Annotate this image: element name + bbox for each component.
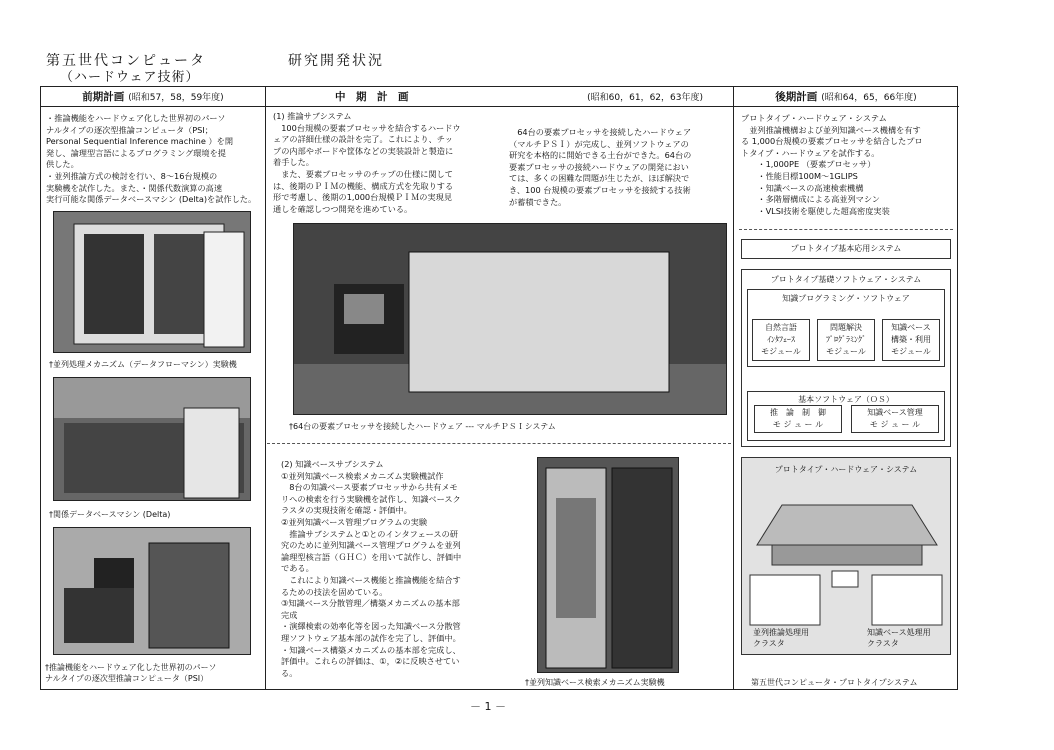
header-late-years: (昭和64，65，66年度) <box>821 93 917 103</box>
column-divider <box>265 87 266 689</box>
content-frame <box>40 86 958 690</box>
header-late-label: 後期計画 <box>775 91 818 103</box>
dataflow-machine-image <box>54 212 251 353</box>
caption-psi: †推論機能をハードウェア化した世界初のパーソ ナルタイプの逐次型推論コンピュータ（PSI） <box>45 663 217 683</box>
photo-multi-psi <box>293 223 727 415</box>
diagram-os-label: 基本ソフトウェア（ＯＳ） <box>798 395 894 404</box>
header-late <box>733 87 959 107</box>
diagram-module-problem: 問題解決 ﾌﾟﾛｸﾞﾗﾐﾝｸﾞ モジュール <box>817 319 875 361</box>
diagram-hw-box <box>741 457 951 655</box>
diagram-border <box>739 229 953 230</box>
kb-machine-image <box>538 458 679 673</box>
photo-psi <box>53 527 251 655</box>
photo-delta-machine <box>53 377 251 501</box>
photo-dataflow-machine <box>53 211 251 353</box>
middle-sec2-text: (2) 知識ベースサブシステム ①並列知識ベース検索メカニズム実験機試作 8台の知識ベース要素プロセッサから共有メモ リへの検索を行う実験機を試作し、知識ベースク ラスタの実現技術を確認・評価中。 ②並列知識ベース管理プログラムの実験 推論サブシステムと①とのインタフェースの研 究のために並列知識ベース管理プログラムを並列 論理型核言語（ＧＨＣ）を用いて試作し、評価中 である。 これにより知識ベース機能と推論機能を結合す るための技法を固めている。 ③知識ベース分散管理／構築メカニズムの基本部 完成 ・演繹検索の効率化等を図った知識ベース分散管 理ソフトウェア基本部の試作を完了し、評価中。 ・知識ベース構築メカニズムの基本部を完成し、 評価中。これらの評価は、①，②に反映させてい る。 <box>281 459 462 678</box>
diagram-cluster-inference: 並列推論処理用 クラスタ <box>753 628 809 648</box>
diagram-os-inference: 推 論 制 御 モ ジ ュ ー ル <box>754 405 842 433</box>
multi-psi-image <box>294 224 727 415</box>
diagram-hw-label: プロトタイプ・ハードウェア・システム <box>774 465 918 474</box>
photo-kb-machine <box>537 457 679 673</box>
diagram-module-nlp: 自然言語 ｲﾝﾀﾌｪｰｽ モジュール <box>752 319 810 361</box>
header-middle <box>265 87 733 107</box>
hw-cluster-illustration <box>742 475 950 645</box>
header-early-label: 前期計画 <box>82 91 125 103</box>
diagram-kp-sw-label: 知識プログラミング・ソフトウェア <box>782 294 910 303</box>
late-body-text: プロトタイプ・ハードウェア・システム 並列推論機構および並列知識ベース機構を有す る 1,000台規模の要素プロセッサを結合したプロ トタイプ・ハードウェアを試作する。 ・1,000PE （要素プロセッサ） ・性能目標100M～1GLIPS ・知識ベースの高速検索機構 ・多階層構成による高並列マシン ・VLSI技術を駆使した超高密度実装 <box>741 113 923 216</box>
middle-sec1-left: (1) 推論サブシステム 100台規模の要素プロセッサを結合するハードウ ェアの詳細仕様の設計を完了。これにより、チッ プの内部やボードや筐体などの実装設計と製造に 着手した。 また、要素プロセッサのチップの仕様に関して は、後期のＰＩＭの機能、構成方式を先取りする 形で考慮し、後期の1,000台規模ＰＩＭの実現見 通しを確認しつつ開発を進めている。 <box>273 111 461 214</box>
page-title-hardware: （ハードウェア技術） <box>60 70 200 85</box>
caption-delta: †関係データベースマシン (Delta) <box>49 510 171 519</box>
early-body-text: ・推論機能をハードウェア化した世界初のパーソ ナルタイプの逐次型推論コンピュータ（PSI； Personal Sequential Inference machine ）を開 発し、論理型言語によるプログラミング環境を提 供した。 ・並列推論方式の検討を行い、8～16台規模の 実験機を試作した。また、・関係代数演算の高速 実行可能な関係データベースマシン (Delta)を試作した。 <box>46 113 257 205</box>
caption-prototype-system: 第五世代コンピュータ・プロトタイプシステム <box>751 678 918 687</box>
caption-multi-psi: †64台の要素プロセッサを接続したハードウェア --- マルチＰＳＩシステム <box>289 422 556 431</box>
caption-kb-machine: †並列知識ベース検索メカニズム実験機 <box>525 678 665 687</box>
diagram-module-kb: 知識ベース 構築・利用 モジュール <box>882 319 940 361</box>
delta-machine-image <box>54 378 251 501</box>
header-middle-label: 中 期 計 画 <box>335 91 409 103</box>
diagram-cluster-kb: 知識ベース処理用 クラスタ <box>867 628 931 648</box>
psi-machine-image <box>54 528 251 655</box>
header-early <box>41 87 265 107</box>
caption-dataflow: †並列処理メカニズム（データフローマシン）実験機 <box>49 360 237 369</box>
page-number: － 1 － <box>470 700 506 713</box>
diagram-base-sw-label: プロトタイプ基礎ソフトウェア・システム <box>770 275 922 284</box>
column-divider <box>733 87 734 689</box>
diagram-os-kb: 知識ベース管理 モ ジ ュ ー ル <box>851 405 939 433</box>
middle-sec1-right: 64台の要素プロセッサを接続したハードウェア （マルチＰＳＩ）が完成し、並列ソフトウェアの 研究を本格的に開始できる土台ができた。64台の 要素プロセッサの接続ハードウェアの開発におい ては、多くの困難な問題が生じたが、ほぼ解決で き、100 台規模の要素プロセッサを接続する技術 が蓄積できた。 <box>509 127 692 207</box>
section-divider <box>267 443 731 444</box>
page-title: 第五世代コンピュータ <box>46 53 206 69</box>
header-early-years: (昭和57，58，59年度) <box>128 93 224 103</box>
page-subtitle: 研究開発状況 <box>288 53 384 69</box>
header-middle-years: (昭和60，61，62，63年度) <box>587 93 703 103</box>
diagram-app-box: プロトタイプ基本応用システム <box>741 239 951 259</box>
